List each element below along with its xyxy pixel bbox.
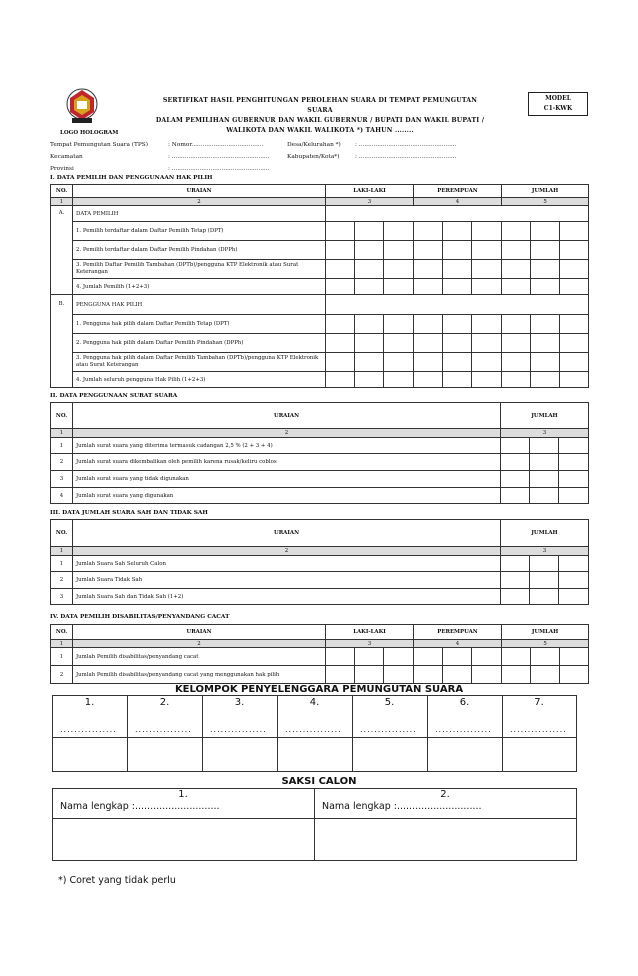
kpps-name-line[interactable]: ................ [60,725,117,734]
kpps-name-line[interactable]: ................ [210,725,267,734]
col-no: NO. [51,185,73,198]
col-number: 1 [51,429,73,438]
desa-value[interactable]: : ..................................................... [355,142,457,148]
desa-label: Desa/Kelurahan *) [287,142,341,148]
saksi-name-field[interactable]: Nama lengkap :............................ [322,801,482,812]
kpps-number: 3. [234,697,245,708]
row-label: Jumlah Pemilih disabilitas/penyandang cacat [73,648,326,666]
entry-box[interactable] [501,471,530,488]
signature-box[interactable] [503,738,577,772]
entry-box[interactable] [355,222,384,241]
table-row [51,488,589,504]
entry-box[interactable] [384,666,414,684]
entry-box[interactable] [355,241,384,260]
entry-box[interactable] [560,315,589,334]
col-uraian: URAIAN [73,625,326,640]
entry-box[interactable] [414,666,443,684]
entry-box[interactable] [384,222,414,241]
entry-box[interactable] [502,315,531,334]
section-1-table [50,184,589,388]
entry-box[interactable] [326,334,355,353]
entry-box[interactable] [326,353,355,372]
entry-box[interactable] [414,372,443,388]
title-line-3: WALIKOTA DAN WAKIL WALIKOTA *) TAHUN ........ [226,127,414,134]
kabupaten-label: Kabupaten/Kota*) [287,154,340,160]
provinsi-value[interactable]: : ..................................................... [168,166,270,172]
section-4-title: IV. DATA PEMILIH DISABILITAS/PENYANDANG CACAT [50,614,230,620]
entry-box[interactable] [502,260,531,279]
entry-box[interactable] [326,648,355,666]
row-no: 1 [51,556,73,572]
model-label: MODEL [545,95,571,102]
entry-box[interactable] [560,222,589,241]
entry-box[interactable] [559,589,589,605]
entry-box[interactable] [326,666,355,684]
entry-box[interactable] [414,353,443,372]
entry-box[interactable] [531,334,560,353]
row-no: 2 [51,454,73,471]
kecamatan-value[interactable]: : ..................................................... [168,154,270,160]
col-no: NO. [51,520,73,547]
col-laki: LAKI-LAKI [326,185,414,198]
entry-box[interactable] [502,372,531,388]
col-number: 2 [73,547,501,556]
entry-box[interactable] [443,260,472,279]
signature-box[interactable] [128,738,203,772]
table-row [51,454,589,471]
row-no: 3 [51,589,73,605]
col-jumlah: JUMLAH [501,403,589,429]
saksi-box[interactable] [53,819,315,861]
entry-box[interactable] [530,488,559,504]
col-no: NO. [51,625,73,640]
kpps-number: 4. [309,697,320,708]
entry-box[interactable] [502,279,531,295]
entry-box[interactable] [531,372,560,388]
table-row [51,589,589,605]
title-line-2: DALAM PEMILIHAN GUBERNUR DAN WAKIL GUBERNUR / BUPATI DAN WAKIL BUPATI / [155,117,485,124]
entry-box[interactable] [559,471,589,488]
entry-box[interactable] [384,315,414,334]
entry-box[interactable] [326,372,355,388]
entry-box[interactable] [472,666,502,684]
entry-box[interactable] [326,241,355,260]
entry-box[interactable] [560,372,589,388]
row-no: 4 [51,488,73,504]
entry-box[interactable] [443,666,472,684]
entry-box[interactable] [384,372,414,388]
row-label: 1. Pemilih terdaftar dalam Daftar Pemilih Tetap (DPT) [73,222,326,241]
col-number: 2 [73,640,326,648]
entry-box[interactable] [560,353,589,372]
kpps-title: KELOMPOK PENYELENGGARA PEMUNGUTAN SUARA [174,684,464,695]
entry-box[interactable] [502,648,531,666]
entry-box[interactable] [472,241,502,260]
entry-box[interactable] [531,222,560,241]
entry-box[interactable] [414,648,443,666]
entry-box[interactable] [326,279,355,295]
entry-box[interactable] [501,488,530,504]
table-row [51,241,589,260]
section-1-title: I. DATA PEMILIH DAN PENGGUNAAN HAK PILIH [50,175,213,181]
entry-box[interactable] [443,241,472,260]
col-perempuan: PEREMPUAN [414,185,502,198]
col-jumlah: JUMLAH [502,625,589,640]
col-uraian: URAIAN [73,403,501,429]
entry-box[interactable] [501,572,530,589]
col-uraian: URAIAN [73,185,326,198]
entry-box[interactable] [384,334,414,353]
section-4-table [50,624,589,684]
entry-box[interactable] [414,315,443,334]
entry-box[interactable] [560,334,589,353]
col-number: 3 [326,640,414,648]
col-number: 5 [502,640,589,648]
entry-box[interactable] [501,454,530,471]
row-no: 1 [51,438,73,454]
row-label: Jumlah surat suara yang tidak digunakan [73,471,501,488]
saksi-title: SAKSI CALON [281,776,357,787]
row-label: Jumlah Suara Sah Seluruh Calon [73,556,501,572]
document-title [150,96,490,136]
section-3-title: III. DATA JUMLAH SUARA SAH DAN TIDAK SAH [50,510,208,516]
row-no: 2 [51,666,73,684]
col-number: 4 [414,640,502,648]
column-number-row [51,198,589,206]
tps-label: Tempat Pemungutan Suara (TPS) [50,142,149,148]
table-row [51,353,589,372]
group-b-title-row [51,295,589,315]
row-label: 3. Pengguna hak pilih dalam Daftar Pemilih Tambahan (DPTb)/pengguna KTP Elektronik atau Surat Keterangan [73,353,326,372]
table-row [51,572,589,589]
row-label: 2. Pengguna hak pilih dalam Daftar Pemilih Pindahan (DPPh) [73,334,326,353]
entry-box[interactable] [355,315,384,334]
entry-box[interactable] [560,241,589,260]
saksi-number: 2. [440,789,450,800]
entry-box[interactable] [443,315,472,334]
col-perempuan: PEREMPUAN [414,625,502,640]
kpps-number: 2. [159,697,170,708]
entry-box[interactable] [326,315,355,334]
kpps-number: 6. [459,697,470,708]
entry-box[interactable] [530,556,559,572]
entry-box[interactable] [559,572,589,589]
entry-box[interactable] [501,438,530,454]
entry-box[interactable] [443,279,472,295]
entry-box[interactable] [502,666,531,684]
entry-box[interactable] [531,279,560,295]
col-number: 3 [501,547,589,556]
entry-box[interactable] [472,353,502,372]
entry-box[interactable] [559,488,589,504]
col-number: 5 [502,198,589,206]
entry-box[interactable] [472,260,502,279]
kpps-number: 5. [384,697,395,708]
kpps-name-line[interactable]: ................ [510,725,567,734]
entry-box[interactable] [384,241,414,260]
signature-box[interactable] [203,738,278,772]
entry-box[interactable] [443,372,472,388]
title-line-1: SERTIFIKAT HASIL PENGHITUNGAN PEROLEHAN SUARA DI TEMPAT PEMUNGUTAN SUARA [162,97,478,114]
kpps-name-line[interactable]: ................ [360,725,417,734]
entry-box[interactable] [355,353,384,372]
entry-box[interactable] [502,241,531,260]
entry-box[interactable] [355,666,384,684]
entry-box[interactable] [414,222,443,241]
row-label: Jumlah Suara Tidak Sah [73,572,501,589]
kpps-name-line[interactable]: ................ [285,725,342,734]
entry-box[interactable] [472,334,502,353]
entry-box[interactable] [559,556,589,572]
signature-box[interactable] [278,738,353,772]
table-row [51,666,589,684]
entry-box[interactable] [531,260,560,279]
saksi-number: 1. [178,789,188,800]
kecamatan-label: Kecamatan [50,154,83,160]
model-code: C1-KWK [543,105,573,112]
kpps-name-line[interactable]: ................ [135,725,192,734]
saksi-name-field[interactable]: Nama lengkap :............................ [60,801,220,812]
table-row [51,471,589,488]
col-uraian: URAIAN [73,520,501,547]
entry-box[interactable] [559,438,589,454]
table-row [51,279,589,295]
entry-box[interactable] [530,471,559,488]
group-b-title: PENGGUNA HAK PILIH [73,295,326,315]
entry-box[interactable] [560,666,589,684]
entry-box[interactable] [560,279,589,295]
group-a-title: DATA PEMILIH [73,206,326,222]
model-box [528,92,588,116]
entry-box[interactable] [326,222,355,241]
group-b-no: B. [51,295,73,388]
col-number: 1 [51,547,73,556]
col-number: 1 [51,198,73,206]
entry-box[interactable] [472,222,502,241]
entry-box[interactable] [530,589,559,605]
table-header-row [51,185,589,198]
entry-box[interactable] [560,260,589,279]
entry-box[interactable] [384,648,414,666]
entry-box[interactable] [414,334,443,353]
table-row [51,556,589,572]
row-label: 4. Jumlah Pemilih (1+2+3) [73,279,326,295]
section-3-table [50,519,589,605]
table-row [51,222,589,241]
entry-box[interactable] [355,279,384,295]
row-no: 1 [51,648,73,666]
entry-box[interactable] [355,334,384,353]
entry-box[interactable] [414,241,443,260]
entry-box[interactable] [414,279,443,295]
entry-box[interactable] [501,556,530,572]
entry-box[interactable] [443,648,472,666]
row-label: Jumlah surat suara dikembalikan oleh pemilih karena rusak/keliru coblos [73,454,501,471]
kpu-logo [62,86,102,126]
entry-box[interactable] [472,372,502,388]
row-no: 3 [51,471,73,488]
entry-box[interactable] [384,279,414,295]
entry-box[interactable] [559,454,589,471]
entry-box[interactable] [502,334,531,353]
col-number: 2 [73,198,326,206]
entry-box[interactable] [531,648,560,666]
row-label: 4. Jumlah seluruh pengguna Hak Pilih (1+2+3) [73,372,326,388]
signature-box[interactable] [53,738,128,772]
entry-box[interactable] [530,454,559,471]
entry-box[interactable] [443,353,472,372]
logo-caption: LOGO HOLOGRAM [60,130,119,136]
entry-box[interactable] [443,222,472,241]
entry-box[interactable] [472,279,502,295]
entry-box[interactable] [355,372,384,388]
entry-box[interactable] [326,260,355,279]
entry-box[interactable] [531,353,560,372]
blank-cell [326,206,589,222]
provinsi-label: Provinsi [50,166,74,172]
section-2-title: II. DATA PENGGUNAAN SURAT SUARA [50,393,178,399]
table-row [51,438,589,454]
entry-box[interactable] [443,334,472,353]
col-number: 2 [73,429,501,438]
group-a-no: A. [51,206,73,295]
entry-box[interactable] [355,260,384,279]
group-a-title-row [51,206,589,222]
row-no: 2 [51,572,73,589]
kpps-number: 1. [84,697,95,708]
saksi-box[interactable] [315,819,577,861]
entry-box[interactable] [530,572,559,589]
row-label: 3. Pemilih Daftar Pemilih Tambahan (DPTb)/pengguna KTP Elektronik atau Surat Keterangan [73,260,326,279]
entry-box[interactable] [384,353,414,372]
col-number: 3 [326,198,414,206]
entry-box[interactable] [472,648,502,666]
signature-box[interactable] [353,738,428,772]
entry-box[interactable] [531,315,560,334]
entry-box[interactable] [530,438,559,454]
entry-box[interactable] [531,241,560,260]
table-row [51,315,589,334]
entry-box[interactable] [414,260,443,279]
signature-box[interactable] [428,738,503,772]
entry-box[interactable] [472,315,502,334]
entry-box[interactable] [355,648,384,666]
col-jumlah: JUMLAH [501,520,589,547]
col-jumlah: JUMLAH [502,185,589,198]
entry-box[interactable] [531,666,560,684]
entry-box[interactable] [560,648,589,666]
entry-box[interactable] [384,260,414,279]
table-row [51,648,589,666]
row-label: 1. Pengguna hak pilih dalam Daftar Pemilih Tetap (DPT) [73,315,326,334]
col-laki: LAKI-LAKI [326,625,414,640]
entry-box[interactable] [502,353,531,372]
col-number: 1 [51,640,73,648]
table-row [51,372,589,388]
entry-box[interactable] [501,589,530,605]
row-label: Jumlah Pemilih disabilitas/penyandang cacat yang menggunakan hak pilih [73,666,326,684]
col-no: NO. [51,403,73,429]
col-number: 3 [501,429,589,438]
row-label: 2. Pemilih terdaftar dalam Daftar Pemilih Pindahan (DPPh) [73,241,326,260]
tps-value[interactable]: : Nomor....................................... [168,142,264,148]
entry-box[interactable] [502,222,531,241]
row-label: Jumlah surat suara yang diterima termasuk cadangan 2,5 % (2 + 3 + 4) [73,438,501,454]
kpps-name-line[interactable]: ................ [435,725,492,734]
table-row [51,260,589,279]
table-row [51,334,589,353]
row-label: Jumlah Suara Sah dan Tidak Sah (1+2) [73,589,501,605]
section-2-table [50,402,589,504]
kpps-number: 7. [534,697,544,708]
row-label: Jumlah surat suara yang digunakan [73,488,501,504]
footnote: *) Coret yang tidak perlu [58,875,176,886]
kabupaten-value[interactable]: : ..................................................... [355,154,457,160]
col-number: 4 [414,198,502,206]
blank-cell [326,295,589,315]
